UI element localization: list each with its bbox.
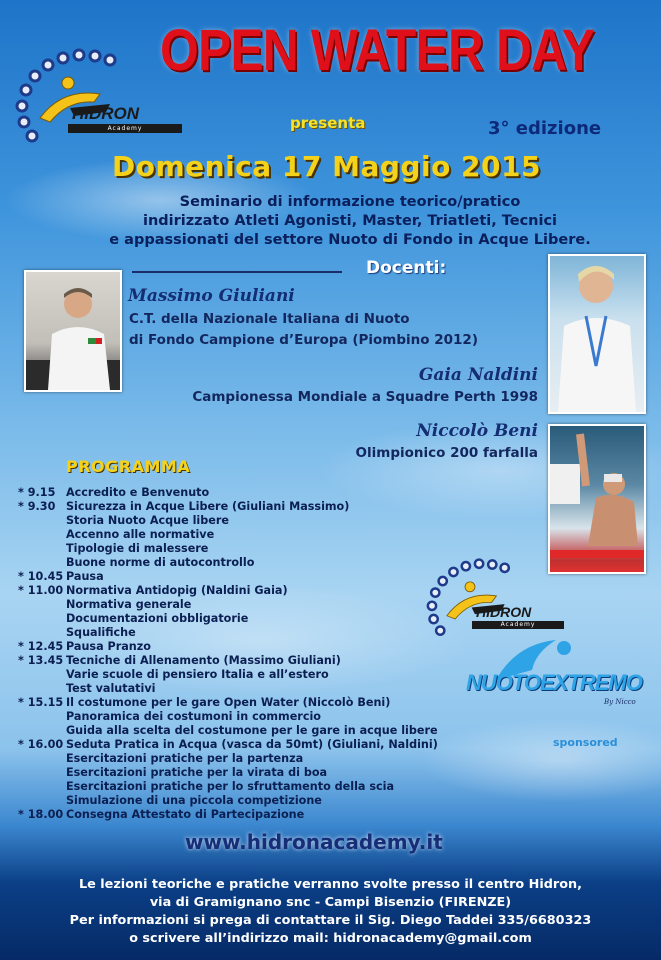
programma-time: * 12.45 bbox=[18, 640, 64, 653]
poster-title: OPEN WATER DAY bbox=[160, 18, 595, 83]
programma-time: * 9.15 bbox=[18, 486, 56, 499]
programma-subitem: Guida alla scelta del costumone per le gare in acque libere bbox=[66, 724, 438, 737]
hidron-logo-top bbox=[10, 36, 185, 151]
programma-time: * 18.00 bbox=[18, 808, 64, 821]
footer-line: via di Gramignano snc - Campi Bisenzio (FIRENZE) bbox=[149, 895, 512, 910]
programma-item bbox=[18, 696, 438, 710]
event-date: Domenica 17 Maggio 2015 bbox=[112, 150, 541, 183]
academy-bar: Academy bbox=[472, 621, 564, 629]
intro-line: e appassionati del settore Nuoto di Fondo in Acque Libere. bbox=[109, 232, 591, 248]
programma-title: Il costumone per le gare Open Water (Niccolò Beni) bbox=[66, 696, 391, 709]
programma-time: * 11.00 bbox=[18, 584, 64, 597]
nuotoextremo-logo bbox=[466, 630, 646, 720]
hidron-logo-text: HIDRON bbox=[476, 604, 532, 620]
programma-heading: PROGRAMMA bbox=[66, 457, 191, 476]
docente-role-naldini: Campionessa Mondiale a Squadre Perth 1998 bbox=[192, 389, 538, 405]
website-link[interactable]: www.hidronacademy.it bbox=[185, 830, 443, 854]
programma-subitem: Normativa generale bbox=[66, 598, 192, 611]
programma-title: Seduta Pratica in Acqua (vasca da 50mt) (Giuliani, Naldini) bbox=[66, 738, 438, 751]
intro-line: Seminario di informazione teorico/pratico bbox=[179, 194, 521, 210]
programma-subitem: Documentazioni obbligatorie bbox=[66, 612, 249, 625]
sponsor-name: NUOTOEXTREMO bbox=[466, 670, 642, 695]
docente-name-giuliani: Massimo Giuliani bbox=[128, 286, 295, 306]
programma-time: * 15.15 bbox=[18, 696, 64, 709]
footer-line: Per informazioni si prega di contattare il Sig. Diego Taddei 335/6680323 bbox=[69, 913, 592, 928]
programma-item bbox=[18, 500, 438, 514]
programma-subitem: Squalifiche bbox=[66, 626, 136, 639]
programma-subitem: Esercitazioni pratiche per la virata di boa bbox=[66, 766, 328, 779]
programma-subitem: Simulazione di una piccola competizione bbox=[66, 794, 322, 807]
sponsor-by: By Nicco bbox=[604, 698, 636, 706]
programma-item bbox=[18, 808, 438, 822]
edition-label: 3° edizione bbox=[488, 118, 602, 139]
programma-title: Sicurezza in Acque Libere (Giuliani Massimo) bbox=[66, 500, 350, 513]
presenta-label: presenta bbox=[290, 114, 366, 132]
programma-item bbox=[18, 640, 438, 654]
footer-line: o scrivere all’indirizzo mail: hidronacademy@gmail.com bbox=[129, 931, 532, 946]
intro-text bbox=[70, 193, 630, 250]
hidron-logo-text: HIDRON bbox=[72, 104, 140, 123]
docente-role-giuliani: C.T. della Nazionale Italiana di Nuoto di Fondo Campione d’Europa (Piombino 2012) bbox=[129, 311, 478, 348]
programma-subitem: Storia Nuoto Acque libere bbox=[66, 514, 229, 527]
docente-name-naldini: Gaia Naldini bbox=[418, 365, 538, 385]
programma-title: Normativa Antidopig (Naldini Gaia) bbox=[66, 584, 288, 597]
docenti-heading: Docenti: bbox=[366, 258, 447, 278]
footer-line: Le lezioni teoriche e pratiche verranno svolte presso il centro Hidron, bbox=[79, 877, 582, 892]
programma-item bbox=[18, 738, 438, 752]
programma-title: Accredito e Benvenuto bbox=[66, 486, 210, 499]
programma-subitem: Tipologie di malessere bbox=[66, 542, 209, 555]
programma-subitem: Test valutativi bbox=[66, 682, 156, 695]
divider bbox=[132, 271, 342, 273]
programma-title: Consegna Attestato di Partecipazione bbox=[66, 808, 305, 821]
programma-list bbox=[18, 486, 438, 822]
programma-time: * 9.30 bbox=[18, 500, 56, 513]
programma-time: * 16.00 bbox=[18, 738, 64, 751]
docente-name-beni: Niccolò Beni bbox=[416, 421, 538, 441]
programma-subitem: Accenno alle normative bbox=[66, 528, 215, 541]
programma-subitem: Esercitazioni pratiche per lo sfruttamento della scia bbox=[66, 780, 395, 793]
sponsored-label: sponsored bbox=[553, 736, 618, 749]
programma-item bbox=[18, 654, 438, 668]
programma-item bbox=[18, 570, 438, 584]
programma-subitem: Esercitazioni pratiche per la partenza bbox=[66, 752, 304, 765]
programma-title: Pausa Pranzo bbox=[66, 640, 151, 653]
photo-gaia-naldini bbox=[548, 254, 646, 414]
docente-role-beni: Olimpionico 200 farfalla bbox=[355, 445, 538, 461]
intro-line: indirizzato Atleti Agonisti, Master, Triatleti, Tecnici bbox=[142, 213, 558, 229]
programma-time: * 10.45 bbox=[18, 570, 64, 583]
programma-item bbox=[18, 584, 438, 598]
hidron-logo-bottom bbox=[420, 548, 570, 643]
swimmer-logo-icon bbox=[10, 36, 120, 151]
programma-time: * 13.45 bbox=[18, 654, 64, 667]
programma-subitem: Buone norme di autocontrollo bbox=[66, 556, 255, 569]
programma-subitem: Panoramica dei costumoni in commercio bbox=[66, 710, 321, 723]
photo-massimo-giuliani bbox=[24, 270, 122, 392]
programma-subitem: Varie scuole di pensiero Italia e all’estero bbox=[66, 668, 329, 681]
programma-title: Pausa bbox=[66, 570, 104, 583]
programma-item bbox=[18, 486, 438, 500]
academy-bar: Academy bbox=[68, 124, 182, 133]
footer-info bbox=[0, 876, 661, 948]
programma-title: Tecniche di Allenamento (Massimo Giuliani) bbox=[66, 654, 341, 667]
